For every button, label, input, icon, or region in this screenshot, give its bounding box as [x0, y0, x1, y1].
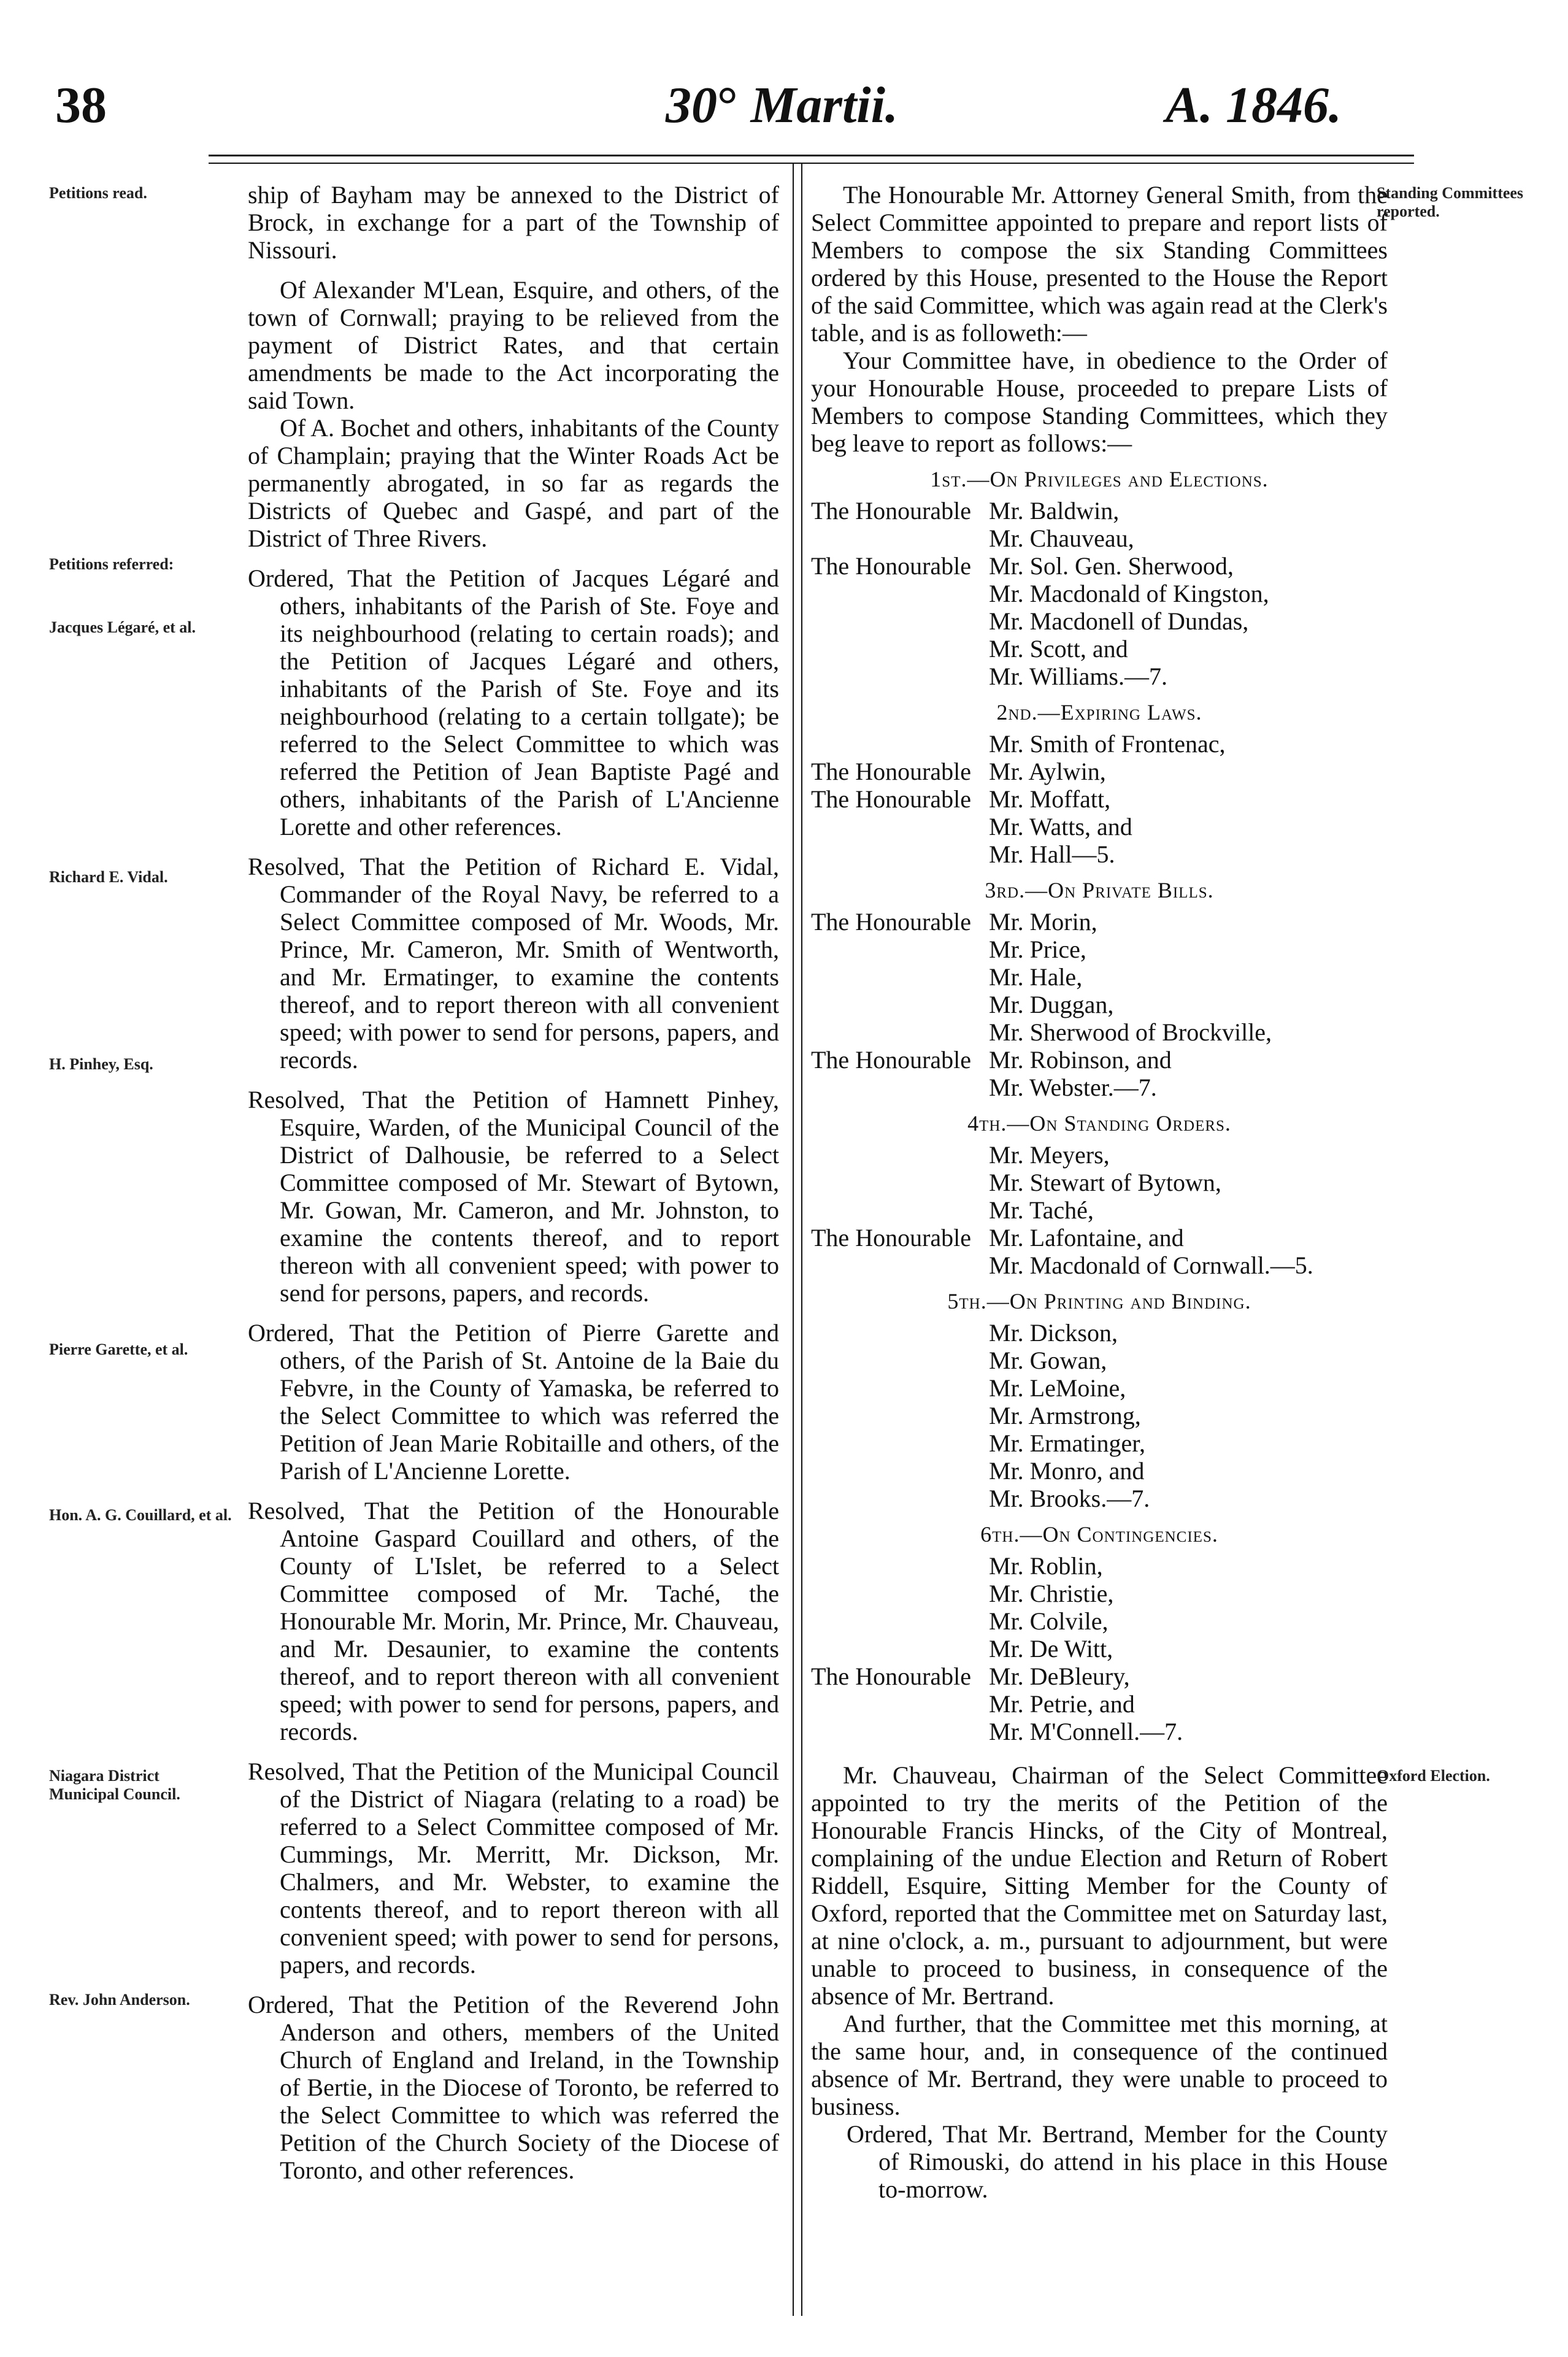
margin-note: Rev. John Anderson. [49, 1991, 190, 2009]
member-name: Mr. Hall—5. [989, 840, 1115, 868]
member-title [811, 635, 989, 663]
committee-member [811, 840, 1388, 868]
member-name: Mr. Roblin, [989, 1552, 1103, 1580]
paragraph: Mr. Chauveau, Chairman of the Select Committee appointed to try the merits of the Petition of the Honourable Francis Hincks, of the City of Montreal, complaining of the undue Election and Return of Robert Riddell, Esquire, Sitting Member for the County of Oxford, reported that the Committee met on Saturday last, at nine o'clock, a. m., pursuant to adjournment, but were unable to proceed to business, in consequence of the absence of Mr. Bertrand. [811, 1761, 1388, 2010]
member-name: Mr. Colvile, [989, 1607, 1109, 1635]
member-name: Mr. Lafontaine, and [989, 1224, 1184, 1252]
committee-member [811, 1224, 1388, 1252]
member-title [811, 1319, 989, 1347]
committee-list [811, 466, 1388, 1745]
committee-member [811, 1046, 1388, 1074]
paragraph: Ordered, That the Petition of the Reverend John Anderson and others, members of the United Church of England and Ireland, in the Township of Bertie, in the Diocese of Toronto, be referred to the Select Committee to which was referred the Petition of the Church Society of the Diocese of Toronto, and other references. [248, 1991, 779, 2184]
member-title [811, 1607, 989, 1635]
margin-note: Petitions read. [49, 184, 147, 202]
member-title [811, 607, 989, 635]
member-title [811, 991, 989, 1018]
member-name: Mr. Dickson, [989, 1319, 1118, 1347]
committee-member [811, 1485, 1388, 1512]
committee-member [811, 908, 1388, 936]
committee-member [811, 1457, 1388, 1485]
margin-note: Jacques Légaré, et al. [49, 618, 196, 636]
paragraph: Resolved, That the Petition of Richard E. Vidal, Commander of the Royal Navy, be referred to a Select Committee composed of Mr. Woods, Mr. Prince, Mr. Cameron, Mr. Smith of Wentworth, and Mr. Ermatinger, to examine the contents thereof, and to report thereon with all convenient speed; with power to send for persons, papers, and records. [248, 853, 779, 1074]
paragraph: Your Committee have, in obedience to the Order of your Honourable House, proceeded to prepare Lists of Members to compose Standing Committees, which they beg leave to report as follows:— [811, 347, 1388, 457]
date-degree: ° [717, 77, 738, 134]
margin-note: Hon. A. G. Couillard, et al. [49, 1506, 232, 1524]
member-title [811, 1485, 989, 1512]
paragraph: Ordered, That Mr. Bertrand, Member for the County of Rimouski, do attend in his place in this House to-morrow. [847, 2120, 1388, 2203]
member-name: Mr. Christie, [989, 1580, 1114, 1607]
member-name: Mr. Armstrong, [989, 1402, 1141, 1429]
member-title [811, 580, 989, 607]
member-title: The Honourable [811, 497, 972, 525]
member-title: The Honourable [811, 785, 972, 813]
member-title [811, 730, 989, 758]
member-name: Mr. Duggan, [989, 991, 1114, 1018]
committee-member [811, 1580, 1388, 1607]
member-title [811, 963, 989, 991]
committee-member [811, 785, 1388, 813]
member-name: Mr. Sherwood of Brockville, [989, 1018, 1272, 1046]
committee-member [811, 813, 1388, 840]
paragraph: Resolved, That the Petition of Hamnett Pinhey, Esquire, Warden, of the Municipal Council of the District of Dalhousie, be referred to a Select Committee composed of Mr. Stewart of Bytown, Mr. Gowan, Mr. Cameron, and Mr. Johnston, to examine the contents thereof, and to report thereon with all convenient speed; with power to send for persons, papers, and records. [248, 1086, 779, 1307]
committee-heading: 1st.—On Privileges and Elections. [930, 467, 1269, 491]
margin-note: Oxford Election. [1377, 1767, 1490, 1785]
member-title: The Honourable [811, 1046, 972, 1074]
paragraph: ship of Bayham may be annexed to the District of Brock, in exchange for a part of the Township of Nissouri. [248, 181, 779, 264]
member-title [811, 1141, 989, 1169]
member-name: Mr. M'Connell.—7. [989, 1718, 1183, 1745]
member-title [811, 1196, 989, 1224]
member-title [811, 1074, 989, 1101]
committee-member [811, 1402, 1388, 1429]
member-title [811, 1690, 989, 1718]
committee-member [811, 1718, 1388, 1745]
member-title [811, 525, 989, 552]
member-title [811, 1347, 989, 1374]
committee-member [811, 1074, 1388, 1101]
member-title: The Honourable [811, 908, 972, 936]
member-name: Mr. Meyers, [989, 1141, 1110, 1169]
page-number: 38 [55, 77, 107, 134]
committee-member [811, 1374, 1388, 1402]
committee-member [811, 1552, 1388, 1580]
member-name: Mr. De Witt, [989, 1635, 1113, 1663]
committee-member [811, 1663, 1388, 1690]
member-name: Mr. Chauveau, [989, 525, 1134, 552]
member-title [811, 840, 989, 868]
committee-member [811, 1635, 1388, 1663]
member-title [811, 1635, 989, 1663]
committee-member [811, 1319, 1388, 1347]
committee-member [811, 1252, 1388, 1279]
member-name: Mr. Macdonald of Cornwall.—5. [989, 1252, 1313, 1279]
committee-member [811, 1347, 1388, 1374]
member-title [811, 1580, 989, 1607]
committee-heading: 5th.—On Printing and Binding. [947, 1289, 1251, 1313]
paragraph: Of A. Bochet and others, inhabitants of the County of Champlain; praying that the Winter Roads Act be permanently abrogated, in so far as regards the Districts of Quebec and Gaspé, and part of the District of Three Rivers. [248, 414, 779, 552]
member-name: Mr. Williams.—7. [989, 663, 1167, 690]
member-name: Mr. Petrie, and [989, 1690, 1135, 1718]
member-name: Mr. Gowan, [989, 1347, 1107, 1374]
margin-note: H. Pinhey, Esq. [49, 1055, 153, 1073]
committee-member [811, 607, 1388, 635]
committee-member [811, 758, 1388, 785]
date-word: Martii. [750, 77, 898, 134]
member-title [811, 1718, 989, 1745]
member-name: Mr. Smith of Frontenac, [989, 730, 1226, 758]
margin-note: Petitions referred: [49, 555, 174, 573]
margin-note: Niagara District Municipal Council. [49, 1767, 180, 1803]
member-title [811, 1429, 989, 1457]
committee-member [811, 936, 1388, 963]
committee-member [811, 525, 1388, 552]
committee-member [811, 1607, 1388, 1635]
member-name: Mr. Brooks.—7. [989, 1485, 1150, 1512]
member-name: Mr. LeMoine, [989, 1374, 1126, 1402]
margin-note: Pierre Garette, et al. [49, 1340, 188, 1358]
header-rule [209, 155, 1414, 156]
right-column [811, 181, 1388, 2203]
member-name: Mr. Baldwin, [989, 497, 1120, 525]
member-title [811, 936, 989, 963]
page-date [666, 77, 898, 134]
member-name: Mr. Taché, [989, 1196, 1094, 1224]
member-name: Mr. Morin, [989, 908, 1097, 936]
header-rule-thin [209, 163, 1414, 164]
column-divider [793, 163, 794, 2316]
member-name: Mr. Stewart of Bytown, [989, 1169, 1221, 1196]
member-name: Mr. DeBleury, [989, 1663, 1130, 1690]
committee-member [811, 963, 1388, 991]
member-title [811, 1457, 989, 1485]
committee-member [811, 730, 1388, 758]
committee-heading: 3rd.—On Private Bills. [985, 878, 1214, 902]
member-title: The Honourable [811, 1224, 972, 1252]
member-name: Mr. Moffatt, [989, 785, 1111, 813]
paragraph: The Honourable Mr. Attorney General Smith, from the Select Committee appointed to prepare and report lists of Members to compose the six Standing Committees ordered by this House, presented to the House the Report of the said Committee, which was again read at the Clerk's table, and is as followeth:— [811, 181, 1388, 347]
margin-note: Standing Committees reported. [1377, 184, 1524, 220]
member-title [811, 1552, 989, 1580]
member-name: Mr. Aylwin, [989, 758, 1106, 785]
paragraph: Resolved, That the Petition of the Municipal Council of the District of Niagara (relating to a road) be referred to a Select Committee composed of Mr. Cummings, Mr. Merritt, Mr. Dickson, Mr. Chalmers, and Mr. Webster, to examine the contents thereof, and to report thereon with all convenient speed; with power to send for persons, papers, and records. [248, 1758, 779, 1978]
member-title: The Honourable [811, 758, 972, 785]
member-name: Mr. Monro, and [989, 1457, 1145, 1485]
committee-member [811, 1429, 1388, 1457]
member-title [811, 813, 989, 840]
paragraph: Of Alexander M'Lean, Esquire, and others, of the town of Cornwall; praying to be relieved from the payment of District Rates, and that certain amendments be made to the Act incorporating the said Town. [248, 276, 779, 414]
member-name: Mr. Macdonald of Kingston, [989, 580, 1269, 607]
margin-note: Richard E. Vidal. [49, 868, 168, 886]
paragraph: Resolved, That the Petition of the Honourable Antoine Gaspard Couillard and others, of the County of L'Islet, be referred to a Select Committee composed of Mr. Taché, the Honourable Mr. Morin, Mr. Prince, Mr. Chauveau, and Mr. Desaunier, to examine the contents thereof, and to report thereon with all convenient speed; with power to send for persons, papers, and records. [248, 1497, 779, 1745]
member-name: Mr. Webster.—7. [989, 1074, 1157, 1101]
member-title: The Honourable [811, 552, 972, 580]
column-divider [801, 163, 802, 2316]
member-title [811, 1018, 989, 1046]
committee-member [811, 663, 1388, 690]
member-name: Mr. Macdonell of Dundas, [989, 607, 1249, 635]
member-name: Mr. Scott, and [989, 635, 1128, 663]
committee-heading: 6th.—On Contingencies. [980, 1522, 1218, 1547]
committee-member [811, 635, 1388, 663]
committee-member [811, 497, 1388, 525]
committee-member [811, 552, 1388, 580]
paragraph: Ordered, That the Petition of Jacques Légaré and others, inhabitants of the Parish of Ste. Foye and its neighbourhood (relating to certain roads); and the Petition of Jacques Légaré and others, inhabitants of the Parish of Ste. Foye and its neighbourhood (relating to a certain tollgate); be referred to the Select Committee to which was referred the Petition of Jean Baptiste Pagé and others, inhabitants of the Parish of L'Ancienne Lorette and other references. [248, 564, 779, 840]
committee-heading: 2nd.—Expiring Laws. [996, 700, 1202, 725]
member-name: Mr. Ermatinger, [989, 1429, 1145, 1457]
member-name: Mr. Price, [989, 936, 1086, 963]
committee-member [811, 1141, 1388, 1169]
committee-member [811, 580, 1388, 607]
committee-member [811, 991, 1388, 1018]
member-title [811, 1169, 989, 1196]
left-column [248, 181, 779, 2196]
paragraph: And further, that the Committee met this morning, at the same hour, and, in consequence of the continued absence of Mr. Bertrand, they were unable to proceed to business. [811, 2010, 1388, 2120]
committee-member [811, 1196, 1388, 1224]
member-title [811, 1252, 989, 1279]
member-title: The Honourable [811, 1663, 972, 1690]
paragraph: Ordered, That the Petition of Pierre Garette and others, of the Parish of St. Antoine de la Baie du Febvre, in the County of Yamaska, be referred to the Select Committee to which was referred the Petition of Jean Marie Robitaille and others, of the Parish of L'Ancienne Lorette. [248, 1319, 779, 1485]
member-name: Mr. Hale, [989, 963, 1083, 991]
member-title [811, 1374, 989, 1402]
committee-member [811, 1690, 1388, 1718]
member-title [811, 663, 989, 690]
member-name: Mr. Sol. Gen. Sherwood, [989, 552, 1234, 580]
committee-member [811, 1018, 1388, 1046]
member-name: Mr. Robinson, and [989, 1046, 1172, 1074]
member-title [811, 1402, 989, 1429]
committee-heading: 4th.—On Standing Orders. [967, 1111, 1231, 1136]
page-year: A. 1846. [1166, 77, 1342, 134]
member-name: Mr. Watts, and [989, 813, 1132, 840]
date-number: 30 [666, 77, 717, 134]
committee-member [811, 1169, 1388, 1196]
